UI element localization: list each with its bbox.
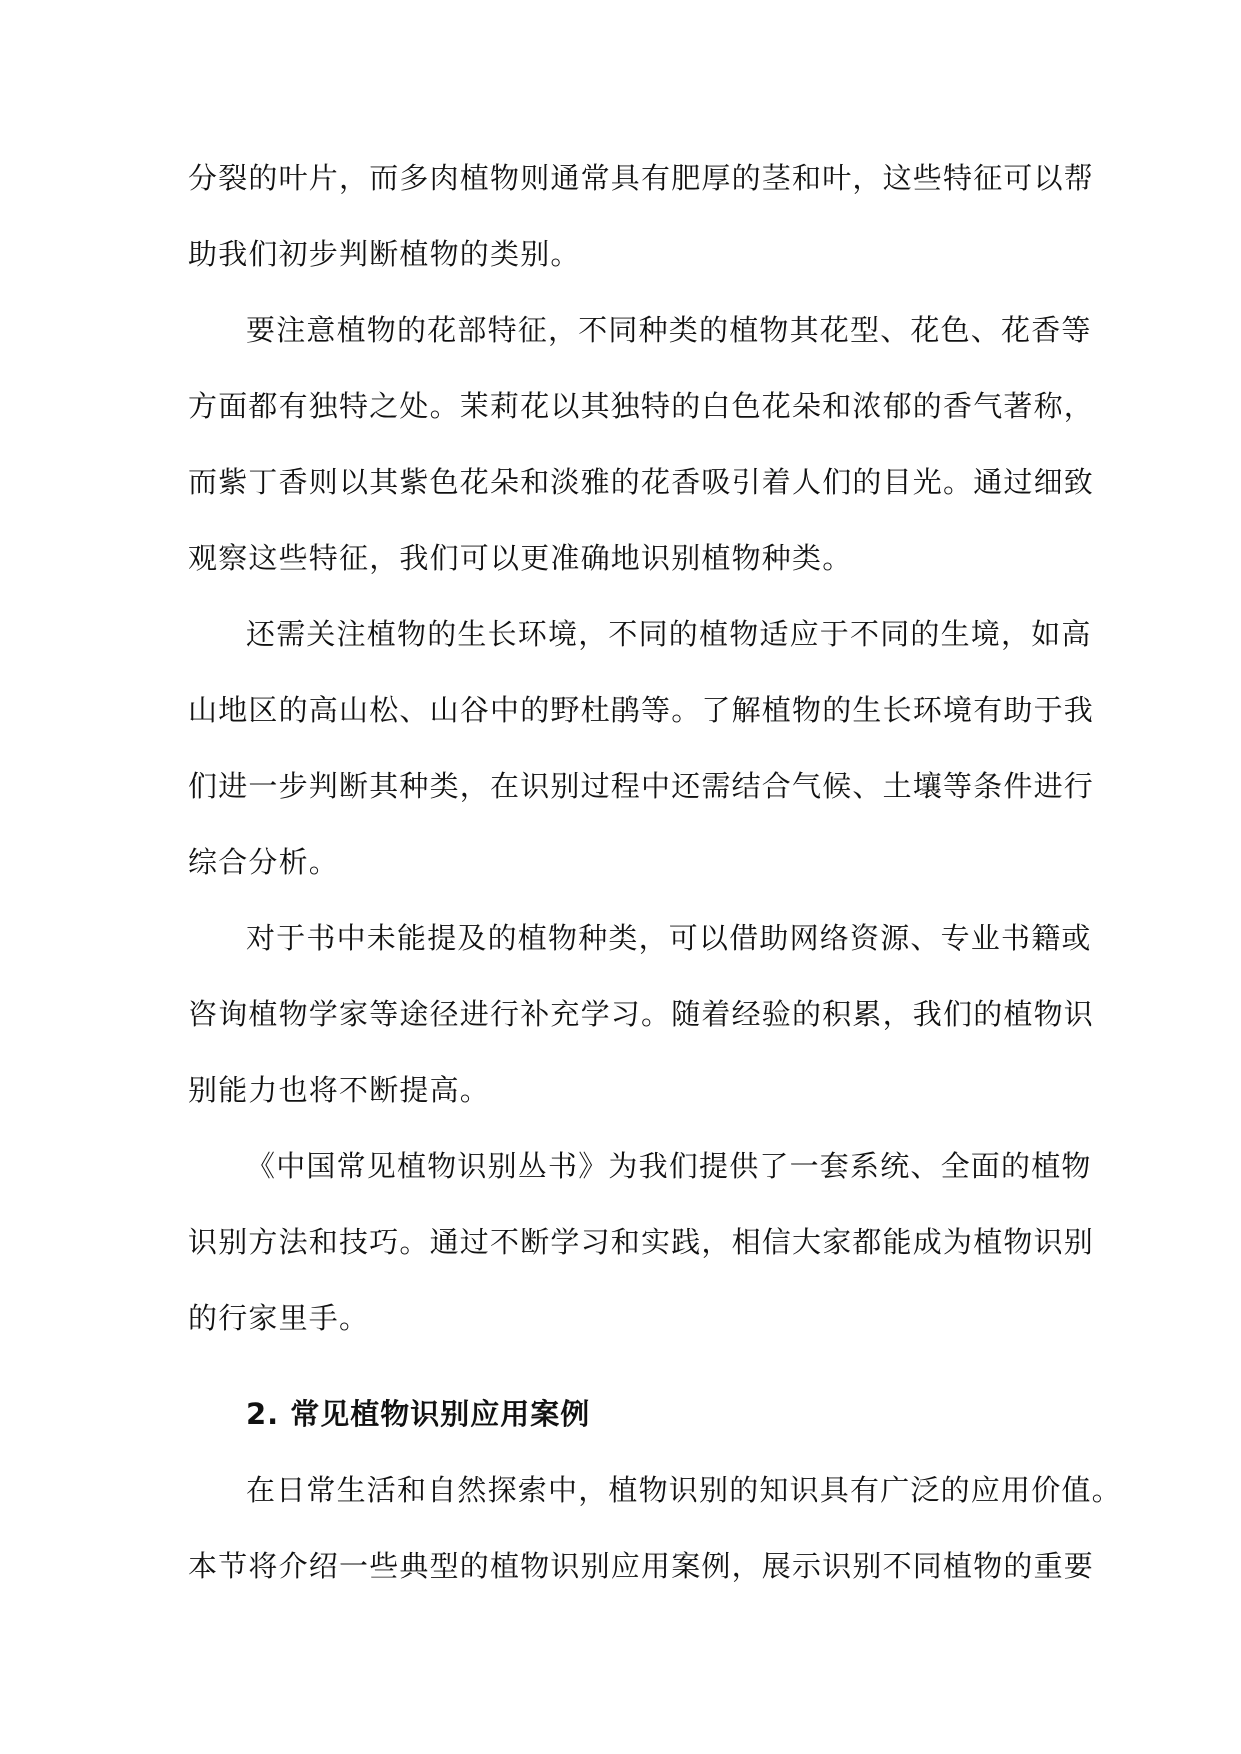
paragraph-line: 综合分析。 (188, 845, 340, 879)
paragraph-line: 《中国常见植物识别丛书》为我们提供了一套系统、全面的植物 (246, 1149, 1092, 1183)
paragraph-line: 观察这些特征，我们可以更准确地识别植物种类。 (188, 541, 853, 575)
paragraph-line: 的行家里手。 (188, 1301, 370, 1335)
paragraph-line: 咨询植物学家等途径进行补充学习。随着经验的积累，我们的植物识 (188, 997, 1095, 1031)
paragraph-line: 分裂的叶片，而多肉植物则通常具有肥厚的茎和叶，这些特征可以帮 (188, 161, 1095, 195)
paragraph-1 (188, 140, 1095, 292)
paragraph-5 (188, 1128, 1095, 1356)
section-heading: 2. 常见植物识别应用案例 (246, 1397, 591, 1431)
paragraph-line: 助我们初步判断植物的类别。 (188, 237, 581, 271)
paragraph-line: 们进一步判断其种类，在识别过程中还需结合气候、土壤等条件进行 (188, 769, 1095, 803)
paragraph-line: 在日常生活和自然探索中，植物识别的知识具有广泛的应用价值。 (246, 1473, 1122, 1507)
paragraph-line: 而紫丁香则以其紫色花朵和淡雅的花香吸引着人们的目光。通过细致 (188, 465, 1095, 499)
paragraph-line: 本节将介绍一些典型的植物识别应用案例，展示识别不同植物的重要 (188, 1549, 1095, 1583)
paragraph-3 (188, 596, 1095, 900)
paragraph-line: 要注意植物的花部特征，不同种类的植物其花型、花色、花香等 (246, 313, 1092, 347)
paragraph-line: 方面都有独特之处。茉莉花以其独特的白色花朵和浓郁的香气著称， (188, 389, 1095, 423)
document-page (188, 140, 1122, 1604)
paragraph-line: 别能力也将不断提高。 (188, 1073, 491, 1107)
paragraph-line: 识别方法和技巧。通过不断学习和实践，相信大家都能成为植物识别 (188, 1225, 1095, 1259)
paragraph-line: 还需关注植物的生长环境，不同的植物适应于不同的生境，如高 (246, 617, 1092, 651)
paragraph-2 (188, 292, 1095, 596)
paragraph-line: 对于书中未能提及的植物种类，可以借助网络资源、专业书籍或 (246, 921, 1092, 955)
section-paragraph (188, 1452, 1122, 1604)
paragraph-4 (188, 900, 1095, 1128)
paragraph-line: 山地区的高山松、山谷中的野杜鹃等。了解植物的生长环境有助于我 (188, 693, 1095, 727)
